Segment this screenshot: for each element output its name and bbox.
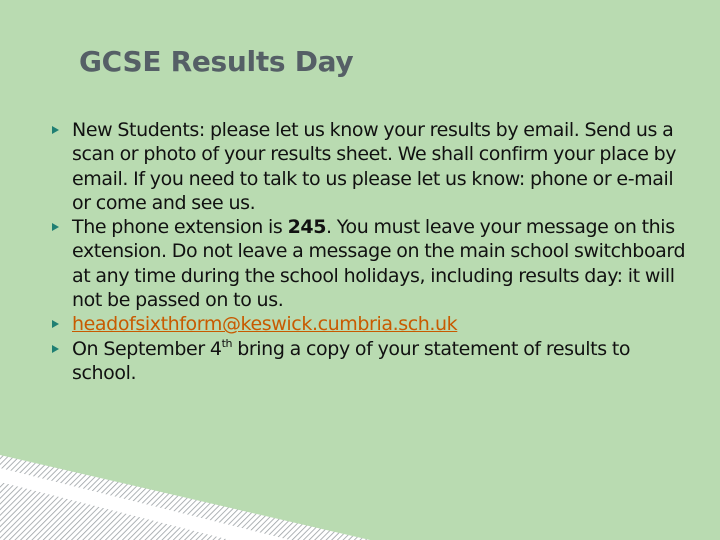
hatched-band [0, 455, 370, 540]
email-link[interactable]: headofsixthform@keswick.cumbria.sch.uk [72, 313, 458, 336]
bullet-text-after: bring a copy of your statement of results to school. [72, 337, 631, 384]
hatched-band-lower [0, 482, 230, 540]
bullet-text-after: . You must leave your message on this extension. Do not leave a message on the main school switchboard at any time during the school holidays, including results day: it will not be passed on to us. [72, 216, 686, 312]
bullet-text: New Students: please let us know your results by email. Send us a scan or photo of your results sheet. We shall confirm your place by email. If you need to talk to us please let us know: phone or e-mail or come and see us. [72, 119, 677, 214]
triangle-bullet-icon [52, 223, 59, 231]
bullet-text-before: The phone extension is [72, 216, 288, 239]
bullet-item-phone-extension [52, 215, 692, 312]
triangle-bullet-icon [52, 320, 59, 328]
ordinal-superscript: th [221, 336, 233, 350]
bullet-item-september [52, 337, 692, 386]
bullet-text-before: On September 4 [72, 337, 222, 360]
bullet-item-new-students [52, 118, 692, 215]
phone-extension-number: 245 [287, 216, 327, 239]
triangle-bullet-icon [52, 126, 59, 134]
white-band [0, 468, 290, 540]
bullet-item-email [52, 312, 692, 336]
bullet-list [52, 118, 692, 385]
page-title: GCSE Results Day [79, 45, 354, 78]
triangle-bullet-icon [52, 345, 59, 353]
